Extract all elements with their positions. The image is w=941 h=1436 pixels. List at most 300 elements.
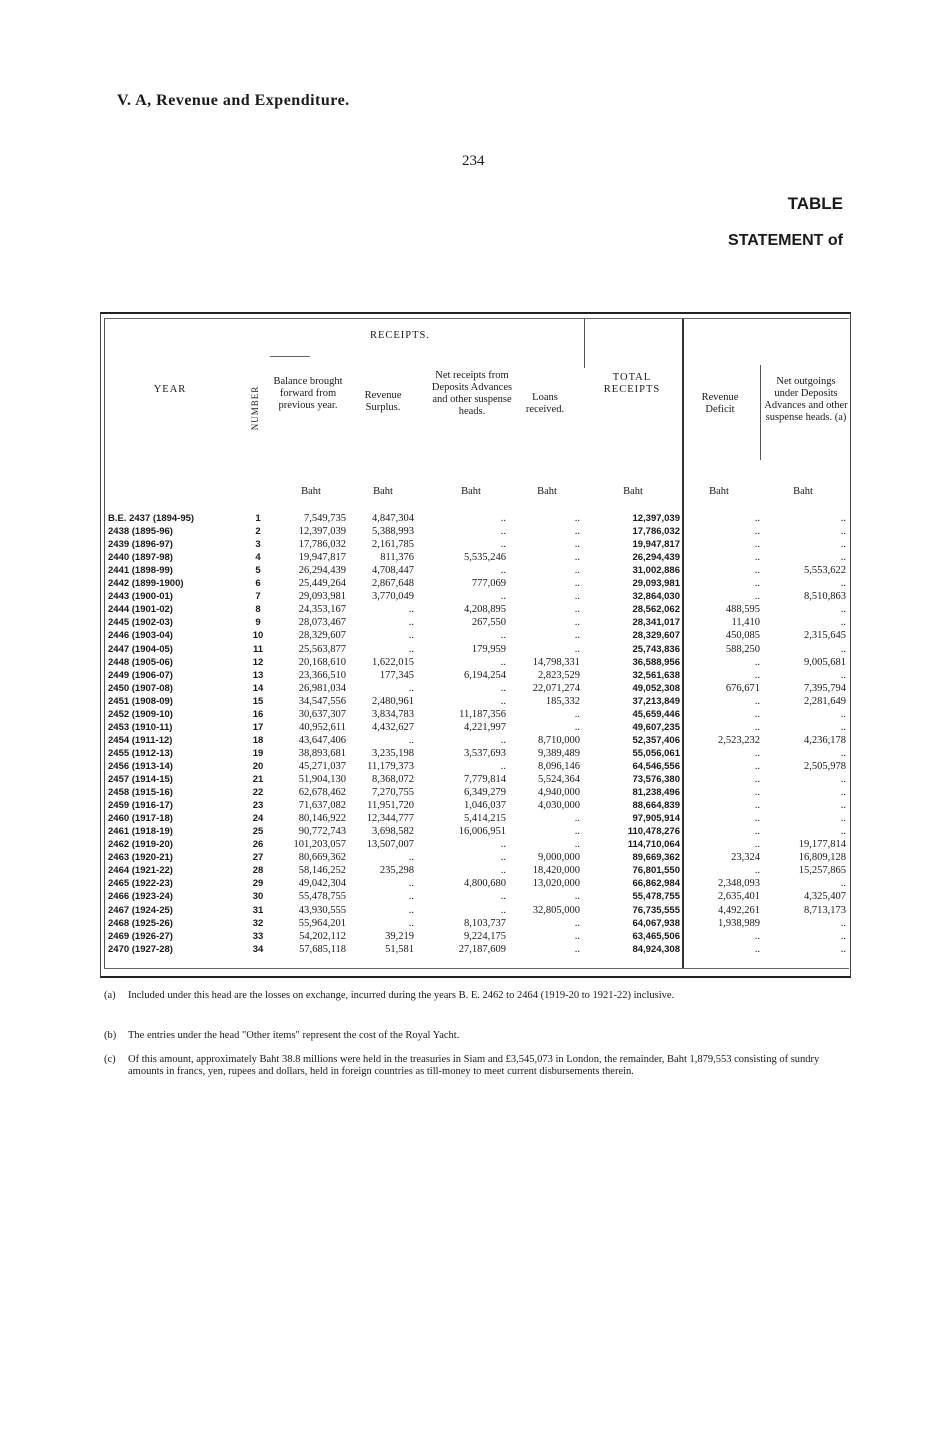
table-row bbox=[100, 786, 849, 799]
loans-cell: 8,096,146 bbox=[538, 760, 580, 772]
receipts-underline bbox=[270, 356, 310, 357]
table-row bbox=[100, 525, 849, 538]
table-row bbox=[100, 590, 849, 603]
year-cell: 2467 (1924-25) bbox=[108, 904, 173, 916]
loans-cell: .. bbox=[574, 917, 580, 929]
loans-cell: 9,389,489 bbox=[538, 747, 580, 759]
year-cell: 2455 (1912-13) bbox=[108, 747, 173, 759]
revenue-surplus-header: Revenue Surplus. bbox=[364, 390, 402, 413]
revenue-deficit-cell: .. bbox=[754, 813, 760, 825]
net-receipts-cell: .. bbox=[500, 565, 506, 577]
table-row bbox=[100, 656, 849, 669]
revenue-deficit-cell: .. bbox=[754, 787, 760, 799]
net-outgoings-cell: 7,395,794 bbox=[804, 682, 846, 694]
revenue-surplus-cell: 2,480,961 bbox=[372, 695, 414, 707]
table-row bbox=[100, 877, 849, 890]
net-receipts-cell: .. bbox=[500, 839, 506, 851]
total-receipts-cell: 89,669,362 bbox=[632, 852, 680, 864]
net-outgoings-cell: .. bbox=[840, 539, 846, 551]
table-row bbox=[100, 864, 849, 877]
number-cell: 4 bbox=[255, 552, 261, 564]
total-receipts-cell: 25,743,836 bbox=[632, 643, 680, 655]
total-receipts-cell: 81,238,496 bbox=[632, 787, 680, 799]
table-rule-top-inner bbox=[104, 318, 849, 319]
revenue-deficit-cell: .. bbox=[754, 943, 760, 955]
total-receipts-cell: 28,341,017 bbox=[632, 617, 680, 629]
revenue-surplus-cell: .. bbox=[408, 630, 414, 642]
footnote-text: The entries under the head "Other items" represent the cost of the Royal Yacht. bbox=[128, 1030, 460, 1041]
balance-cell: 62,678,462 bbox=[298, 787, 346, 799]
revenue-deficit-cell: .. bbox=[754, 591, 760, 603]
net-outgoings-cell: 2,505,978 bbox=[804, 760, 846, 772]
number-cell: 9 bbox=[255, 617, 261, 629]
total-receipts-cell: 28,329,607 bbox=[632, 630, 680, 642]
balance-cell: 38,893,681 bbox=[298, 747, 346, 759]
balance-cell: 45,271,037 bbox=[298, 760, 346, 772]
table-row bbox=[100, 682, 849, 695]
revenue-deficit-cell: .. bbox=[754, 839, 760, 851]
revenue-surplus-cell: 5,388,993 bbox=[372, 526, 414, 538]
loans-cell: .. bbox=[574, 891, 580, 903]
table-row bbox=[100, 773, 849, 786]
balance-cell: 40,952,611 bbox=[299, 721, 346, 733]
net-receipts-cell: .. bbox=[500, 865, 506, 877]
year-cell: 2445 (1902-03) bbox=[108, 617, 173, 629]
revenue-surplus-cell: .. bbox=[408, 617, 414, 629]
revenue-surplus-cell: 11,951,720 bbox=[367, 800, 414, 812]
year-cell: 2438 (1895-96) bbox=[108, 526, 173, 538]
revenue-surplus-cell: 811,376 bbox=[380, 552, 414, 564]
revenue-deficit-cell: 2,635,401 bbox=[718, 891, 760, 903]
total-receipts-cell: 26,294,439 bbox=[632, 552, 680, 564]
loans-cell: 32,805,000 bbox=[532, 904, 580, 916]
net-receipts-cell: 777,069 bbox=[471, 578, 506, 590]
total-receipts-cell: 84,924,308 bbox=[632, 943, 680, 955]
net-receipts-cell: 8,103,737 bbox=[464, 917, 506, 929]
net-outgoings-cell: .. bbox=[840, 617, 846, 629]
net-outgoings-cell: .. bbox=[840, 747, 846, 759]
loans-cell: .. bbox=[574, 552, 580, 564]
year-cell: 2466 (1923-24) bbox=[108, 891, 173, 903]
number-cell: 25 bbox=[252, 826, 264, 838]
loans-cell: 2,823,529 bbox=[538, 669, 580, 681]
net-receipts-cell: .. bbox=[500, 695, 506, 707]
net-receipts-cell: .. bbox=[500, 760, 506, 772]
unit-label-net-outgoings: Baht bbox=[793, 486, 813, 497]
net-receipts-cell: 9,224,175 bbox=[464, 930, 506, 942]
balance-cell: 12,397,039 bbox=[298, 526, 346, 538]
table-row bbox=[100, 603, 849, 616]
net-receipts-cell: .. bbox=[500, 904, 506, 916]
revenue-deficit-header: Revenue Deficit bbox=[701, 392, 739, 415]
total-receipts-cell: 49,052,308 bbox=[632, 682, 680, 694]
table-row bbox=[100, 890, 849, 903]
loans-cell: .. bbox=[574, 617, 580, 629]
balance-cell: 55,964,201 bbox=[298, 917, 346, 929]
table-row bbox=[100, 851, 849, 864]
balance-cell: 80,146,922 bbox=[298, 813, 346, 825]
loans-cell: .. bbox=[574, 826, 580, 838]
number-cell: 31 bbox=[252, 904, 264, 916]
number-cell: 7 bbox=[255, 591, 261, 603]
number-cell: 18 bbox=[252, 734, 264, 746]
net-outgoings-cell: 2,281,649 bbox=[804, 695, 846, 707]
balance-cell: 57,685,118 bbox=[299, 943, 346, 955]
revenue-surplus-cell: .. bbox=[408, 891, 414, 903]
table-row bbox=[100, 838, 849, 851]
net-receipts-cell: .. bbox=[500, 591, 506, 603]
revenue-deficit-cell: .. bbox=[754, 526, 760, 538]
table-row bbox=[100, 643, 849, 656]
table-row bbox=[100, 917, 849, 930]
revenue-surplus-cell: 3,235,198 bbox=[372, 747, 414, 759]
number-cell: 34 bbox=[252, 943, 264, 955]
revenue-deficit-cell: .. bbox=[754, 708, 760, 720]
net-receipts-cell: 27,187,609 bbox=[458, 943, 506, 955]
net-receipts-cell: 267,550 bbox=[471, 617, 506, 629]
number-cell: 12 bbox=[252, 656, 264, 668]
loans-cell: .. bbox=[574, 526, 580, 538]
loans-cell: .. bbox=[574, 539, 580, 551]
table-row bbox=[100, 629, 849, 642]
net-outgoings-cell: 2,315,645 bbox=[804, 630, 846, 642]
loans-cell: .. bbox=[574, 604, 580, 616]
table-label: TABLE bbox=[787, 194, 843, 213]
revenue-surplus-cell: .. bbox=[408, 878, 414, 890]
total-receipts-cell: 66,862,984 bbox=[632, 878, 680, 890]
total-receipts-cell: 114,710,064 bbox=[627, 839, 680, 851]
net-outgoings-cell: 19,177,814 bbox=[798, 839, 846, 851]
balance-cell: 49,042,304 bbox=[298, 878, 346, 890]
unit-label-balance: Baht bbox=[301, 486, 321, 497]
number-cell: 14 bbox=[252, 682, 264, 694]
year-cell: 2456 (1913-14) bbox=[108, 760, 173, 772]
year-cell: 2462 (1919-20) bbox=[108, 839, 173, 851]
loans-cell: .. bbox=[574, 630, 580, 642]
number-cell: 26 bbox=[252, 839, 264, 851]
number-cell: 33 bbox=[252, 930, 264, 942]
balance-cell: 29,093,981 bbox=[298, 591, 346, 603]
net-outgoings-cell: .. bbox=[840, 930, 846, 942]
revenue-surplus-cell: 12,344,777 bbox=[366, 813, 414, 825]
revenue-deficit-cell: .. bbox=[754, 747, 760, 759]
table-row bbox=[100, 577, 849, 590]
number-cell: 13 bbox=[252, 669, 264, 681]
unit-label-net-receipts: Baht bbox=[461, 486, 481, 497]
number-cell: 21 bbox=[252, 774, 264, 785]
net-outgoings-cell: 15,257,865 bbox=[798, 865, 846, 877]
balance-cell: 30,637,307 bbox=[298, 708, 346, 720]
year-cell: 2448 (1905-06) bbox=[108, 656, 173, 668]
balance-cell: 17,786,032 bbox=[298, 539, 346, 551]
balance-cell: 28,329,607 bbox=[298, 630, 346, 642]
number-cell: 23 bbox=[252, 800, 264, 812]
number-cell: 28 bbox=[252, 865, 264, 877]
year-cell: 2450 (1907-08) bbox=[108, 682, 173, 694]
loans-cell: .. bbox=[574, 930, 580, 942]
loans-cell: 14,798,331 bbox=[532, 656, 580, 668]
net-outgoings-cell: .. bbox=[840, 578, 846, 590]
unit-label-total: Baht bbox=[623, 486, 643, 497]
balance-cell: 43,647,406 bbox=[298, 734, 346, 746]
balance-cell: 101,203,057 bbox=[293, 839, 346, 851]
year-cell: 2452 (1909-10) bbox=[108, 708, 173, 720]
balance-cell: 20,168,610 bbox=[298, 656, 346, 668]
year-cell: B.E. 2437 (1894-95) bbox=[108, 513, 195, 524]
number-cell: 1 bbox=[255, 513, 261, 524]
net-receipts-cell: 179,959 bbox=[471, 643, 506, 655]
table-row bbox=[100, 538, 849, 551]
total-receipts-cell: 64,067,938 bbox=[632, 917, 680, 929]
net-outgoings-cell: .. bbox=[840, 800, 846, 812]
total-receipts-cell: 12,397,039 bbox=[632, 513, 680, 524]
table-row bbox=[100, 708, 849, 721]
year-cell: 2465 (1922-23) bbox=[108, 878, 173, 890]
loans-cell: 13,020,000 bbox=[532, 878, 580, 890]
revenue-surplus-cell: .. bbox=[408, 734, 414, 746]
year-cell: 2461 (1918-19) bbox=[108, 826, 173, 838]
net-receipts-cell: 4,800,680 bbox=[464, 878, 506, 890]
net-receipts-cell: .. bbox=[500, 513, 506, 524]
table-rule-outgoings bbox=[760, 365, 761, 460]
footnote-text: Of this amount, approximately Baht 38.8 millions were held in the treasuries in Siam and £3,545,073 in London, the remainder, Baht 1,879,553 consisting of sundry amounts in francs, yen, rupees and dollars, held in foreign countries as till-money to meet current disbursements therein. bbox=[128, 1054, 820, 1077]
total-receipts-cell: 36,588,956 bbox=[632, 656, 680, 668]
loans-cell: 4,030,000 bbox=[538, 800, 580, 812]
net-outgoings-cell: .. bbox=[840, 513, 846, 524]
total-receipts-header: TOTAL RECEIPTS bbox=[603, 372, 661, 395]
revenue-deficit-cell: .. bbox=[754, 656, 760, 668]
balance-cell: 25,449,264 bbox=[298, 578, 346, 590]
revenue-deficit-cell: .. bbox=[754, 552, 760, 564]
total-receipts-cell: 17,786,032 bbox=[632, 526, 680, 538]
table-row bbox=[100, 564, 849, 577]
year-cell: 2442 (1899-1900) bbox=[108, 578, 184, 590]
number-cell: 16 bbox=[252, 708, 264, 720]
total-receipts-cell: 31,002,886 bbox=[632, 565, 680, 577]
table-row bbox=[100, 695, 849, 708]
revenue-deficit-cell: .. bbox=[754, 930, 760, 942]
net-outgoings-cell: 4,325,407 bbox=[804, 891, 846, 903]
number-cell: 11 bbox=[252, 643, 264, 655]
net-receipts-cell: 1,046,037 bbox=[464, 800, 506, 812]
revenue-deficit-cell: .. bbox=[754, 865, 760, 877]
number-cell: 27 bbox=[252, 852, 264, 864]
number-cell: 10 bbox=[252, 630, 264, 642]
net-outgoings-cell: 8,510,863 bbox=[804, 591, 846, 603]
net-outgoings-cell: .. bbox=[840, 708, 846, 720]
total-receipts-cell: 52,357,406 bbox=[632, 734, 680, 746]
net-receipts-cell: 5,414,215 bbox=[464, 813, 506, 825]
total-receipts-cell: 55,478,755 bbox=[632, 891, 680, 903]
number-cell: 20 bbox=[252, 760, 264, 772]
net-outgoings-cell: .. bbox=[840, 774, 846, 785]
net-receipts-header: Net receipts from Deposits Advances and other suspense heads. bbox=[431, 370, 513, 417]
table-row bbox=[100, 825, 849, 838]
balance-cell: 51,904,130 bbox=[298, 774, 346, 785]
net-outgoings-cell: .. bbox=[840, 552, 846, 564]
table-row bbox=[100, 512, 849, 525]
year-cell: 2440 (1897-98) bbox=[108, 552, 173, 564]
table-row bbox=[100, 904, 849, 917]
balance-cell: 58,146,252 bbox=[298, 865, 346, 877]
net-outgoings-cell: .. bbox=[840, 943, 846, 955]
net-outgoings-cell: .. bbox=[840, 604, 846, 616]
net-outgoings-cell: .. bbox=[840, 643, 846, 655]
balance-cell: 26,981,034 bbox=[298, 682, 346, 694]
year-cell: 2463 (1920-21) bbox=[108, 852, 173, 864]
total-receipts-cell: 32,864,030 bbox=[632, 591, 680, 603]
net-receipts-cell: 7,779,814 bbox=[464, 774, 506, 785]
year-cell: 2443 (1900-01) bbox=[108, 591, 173, 603]
loans-cell: 9,000,000 bbox=[538, 852, 580, 864]
net-receipts-cell: 6,194,254 bbox=[464, 669, 506, 681]
table-row bbox=[100, 551, 849, 564]
net-receipts-cell: .. bbox=[500, 630, 506, 642]
revenue-surplus-cell: .. bbox=[408, 682, 414, 694]
number-cell: 5 bbox=[255, 565, 261, 577]
revenue-surplus-cell: 4,432,627 bbox=[372, 721, 414, 733]
net-receipts-cell: .. bbox=[500, 656, 506, 668]
balance-cell: 25,563,877 bbox=[298, 643, 346, 655]
total-receipts-cell: 32,561,638 bbox=[632, 669, 680, 681]
loans-cell: 185,332 bbox=[545, 695, 580, 707]
revenue-surplus-cell: .. bbox=[408, 852, 414, 864]
total-receipts-cell: 55,056,061 bbox=[632, 747, 680, 759]
table-row bbox=[100, 669, 849, 682]
year-cell: 2439 (1896-97) bbox=[108, 539, 173, 551]
total-receipts-cell: 64,546,556 bbox=[632, 760, 680, 772]
table-row bbox=[100, 734, 849, 747]
statement-label: STATEMENT of bbox=[728, 232, 843, 249]
net-receipts-cell: 4,208,895 bbox=[464, 604, 506, 616]
revenue-surplus-cell: .. bbox=[408, 917, 414, 929]
unit-label-revenue-deficit: Baht bbox=[709, 486, 729, 497]
net-receipts-cell: 11,187,356 bbox=[459, 708, 506, 720]
balance-cell: 23,366,510 bbox=[298, 669, 346, 681]
net-outgoings-cell: 4,236,178 bbox=[804, 734, 846, 746]
loans-cell: .. bbox=[574, 839, 580, 851]
loans-cell: 22,071,274 bbox=[532, 682, 580, 694]
net-outgoings-cell: .. bbox=[840, 826, 846, 838]
loans-header: Loans received. bbox=[525, 392, 565, 415]
unit-label-loans: Baht bbox=[537, 486, 557, 497]
revenue-surplus-cell: 235,298 bbox=[379, 865, 414, 877]
net-outgoings-cell: 8,713,173 bbox=[804, 904, 846, 916]
table-rule-receipts-end bbox=[584, 318, 585, 368]
total-receipts-cell: 37,213,849 bbox=[632, 695, 680, 707]
balance-header: Balance brought forward from previous year. bbox=[273, 376, 343, 411]
number-cell: 29 bbox=[252, 878, 264, 890]
number-cell: 17 bbox=[252, 721, 264, 733]
revenue-surplus-cell: 3,834,783 bbox=[372, 708, 414, 720]
net-receipts-cell: 16,006,951 bbox=[458, 826, 506, 838]
balance-cell: 80,669,362 bbox=[298, 852, 346, 864]
total-receipts-cell: 76,735,555 bbox=[632, 904, 680, 916]
total-receipts-cell: 76,801,550 bbox=[632, 865, 680, 877]
revenue-deficit-cell: 11,410 bbox=[731, 617, 760, 629]
year-cell: 2446 (1903-04) bbox=[108, 630, 173, 642]
year-header: YEAR bbox=[153, 384, 187, 395]
revenue-surplus-cell: 177,345 bbox=[379, 669, 414, 681]
net-outgoings-cell: .. bbox=[840, 526, 846, 538]
year-cell: 2464 (1921-22) bbox=[108, 865, 173, 877]
net-receipts-cell: .. bbox=[500, 526, 506, 538]
balance-cell: 26,294,439 bbox=[298, 565, 346, 577]
loans-cell: .. bbox=[574, 513, 580, 524]
loans-cell: .. bbox=[574, 591, 580, 603]
total-receipts-cell: 63,465,506 bbox=[632, 930, 680, 942]
year-cell: 2457 (1914-15) bbox=[108, 774, 173, 785]
table-row bbox=[100, 760, 849, 773]
revenue-deficit-cell: .. bbox=[754, 774, 760, 785]
revenue-deficit-cell: .. bbox=[754, 800, 760, 812]
year-cell: 2451 (1908-09) bbox=[108, 695, 173, 707]
revenue-surplus-cell: 1,622,015 bbox=[372, 656, 414, 668]
year-cell: 2444 (1901-02) bbox=[108, 604, 173, 616]
revenue-deficit-cell: 676,671 bbox=[725, 682, 760, 694]
number-cell: 32 bbox=[252, 917, 264, 929]
net-outgoings-cell: .. bbox=[840, 669, 846, 681]
loans-cell: .. bbox=[574, 578, 580, 590]
revenue-surplus-cell: .. bbox=[408, 904, 414, 916]
loans-cell: .. bbox=[574, 813, 580, 825]
table-row bbox=[100, 943, 849, 956]
table-row bbox=[100, 799, 849, 812]
year-cell: 2454 (1911-12) bbox=[108, 734, 173, 746]
table-row bbox=[100, 747, 849, 760]
net-receipts-cell: 6,349,279 bbox=[464, 787, 506, 799]
footnote-mark: (c) bbox=[104, 1054, 116, 1065]
year-cell: 2458 (1915-16) bbox=[108, 787, 173, 799]
net-receipts-cell: .. bbox=[500, 734, 506, 746]
loans-cell: .. bbox=[574, 565, 580, 577]
number-cell: 6 bbox=[255, 578, 261, 590]
loans-cell: .. bbox=[574, 643, 580, 655]
revenue-surplus-cell: .. bbox=[408, 604, 414, 616]
revenue-deficit-cell: .. bbox=[754, 669, 760, 681]
net-outgoings-cell: 16,809,128 bbox=[798, 852, 846, 864]
table-row bbox=[100, 930, 849, 943]
net-outgoings-cell: 5,553,622 bbox=[804, 565, 846, 577]
number-cell: 8 bbox=[255, 604, 261, 616]
net-outgoings-cell: .. bbox=[840, 721, 846, 733]
number-cell: 2 bbox=[255, 526, 261, 538]
net-outgoings-cell: .. bbox=[840, 787, 846, 799]
page-number: 234 bbox=[462, 153, 485, 169]
revenue-deficit-cell: .. bbox=[754, 513, 760, 524]
balance-cell: 90,772,743 bbox=[298, 826, 346, 838]
revenue-deficit-cell: .. bbox=[754, 565, 760, 577]
revenue-surplus-cell: 39,219 bbox=[385, 930, 414, 942]
balance-cell: 24,353,167 bbox=[298, 604, 346, 616]
total-receipts-cell: 49,607,235 bbox=[632, 721, 680, 733]
balance-cell: 54,202,112 bbox=[299, 930, 346, 942]
revenue-deficit-cell: 23,324 bbox=[731, 852, 760, 864]
number-header: NUMBER bbox=[250, 385, 260, 431]
revenue-deficit-cell: .. bbox=[754, 826, 760, 838]
loans-cell: 18,420,000 bbox=[532, 865, 580, 877]
revenue-surplus-cell: 13,507,007 bbox=[366, 839, 414, 851]
total-receipts-cell: 19,947,817 bbox=[632, 539, 680, 551]
revenue-deficit-cell: .. bbox=[754, 721, 760, 733]
revenue-deficit-cell: .. bbox=[754, 578, 760, 590]
footnote-b bbox=[104, 1030, 850, 1042]
number-cell: 22 bbox=[252, 787, 264, 799]
loans-cell: 5,524,364 bbox=[538, 774, 580, 785]
balance-cell: 28,073,467 bbox=[298, 617, 346, 629]
balance-cell: 19,947,817 bbox=[298, 552, 346, 564]
number-cell: 15 bbox=[252, 695, 264, 707]
